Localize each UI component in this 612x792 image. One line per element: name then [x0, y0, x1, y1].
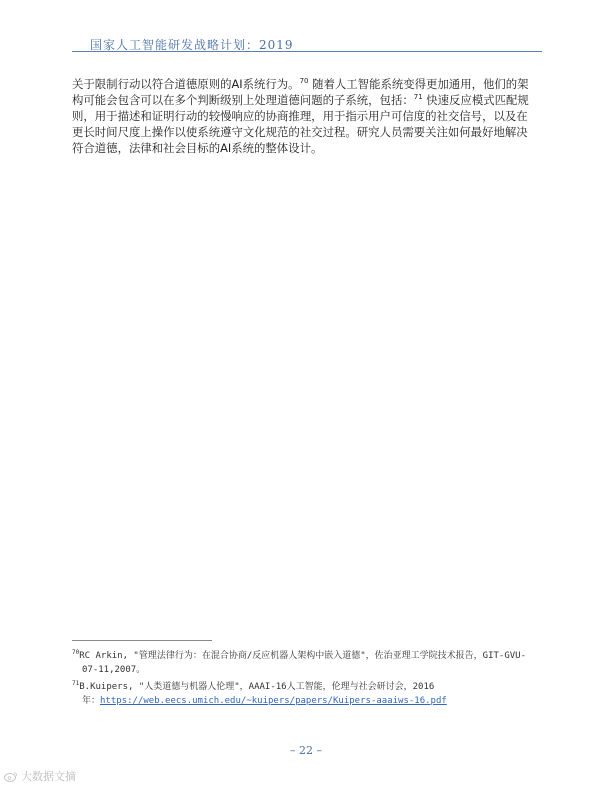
footnote-text: RC Arkin, "管理法律行为：在混合协商/反应机器人架构中嵌入道德"，佐治亚理工学院技术报告，GIT-GVU-: [79, 651, 527, 661]
body-line: 关于限制行动以符合道德原则的AI系统行为。$^{70}$ 随着人工智能系统变得更加通用，他们的架: [72, 77, 529, 91]
footnotes-section: [72, 650, 542, 712]
footnote-number: 71: [72, 680, 80, 687]
footnote-70: [72, 650, 542, 677]
footnote-ref[interactable]: 70: [299, 77, 309, 86]
footnote-divider: [72, 640, 212, 641]
footnote-ref[interactable]: 71: [413, 93, 423, 102]
footnote-number: 70: [72, 649, 80, 656]
watermark-text: 大数据文摘: [21, 770, 76, 783]
body-line: 构可能会包含可以在多个判断级别上处理道德问题的子系统，包括：$^{71}$ 快速反应模式匹配规: [72, 93, 529, 107]
body-paragraph: [72, 76, 542, 156]
footnote-text-cont: 07-11,2007。: [82, 664, 146, 675]
header-rule: [72, 51, 542, 52]
body-line: 则，用于描述和证明行动的较慢响应的协商推理，用于指示用户可信度的社交信号，以及在: [72, 109, 528, 123]
footnote-link[interactable]: https://web.eecs.umich.edu/~kuipers/papers/Kuipers-aaaiws-16.pdf: [100, 695, 447, 706]
body-line: 符合道德，法律和社会目标的AI系统的整体设计。: [72, 141, 323, 155]
running-header: 国家人工智能研发战略计划：2019: [90, 38, 294, 52]
footnote-text-cont: 年：: [82, 695, 101, 706]
page-number: – 22 –: [290, 744, 322, 757]
footnote-71: [72, 681, 542, 708]
body-line: 更长时间尺度上操作以使系统遵守文化规范的社交过程。研究人员需要关注如何最好地解决: [72, 125, 528, 139]
weibo-icon: [4, 771, 18, 782]
footnote-text: B.Kuipers, "人类道德与机器人伦理"，AAAI-16人工智能，伦理与社会研讨会，2016: [79, 682, 435, 692]
watermark: [4, 768, 76, 784]
